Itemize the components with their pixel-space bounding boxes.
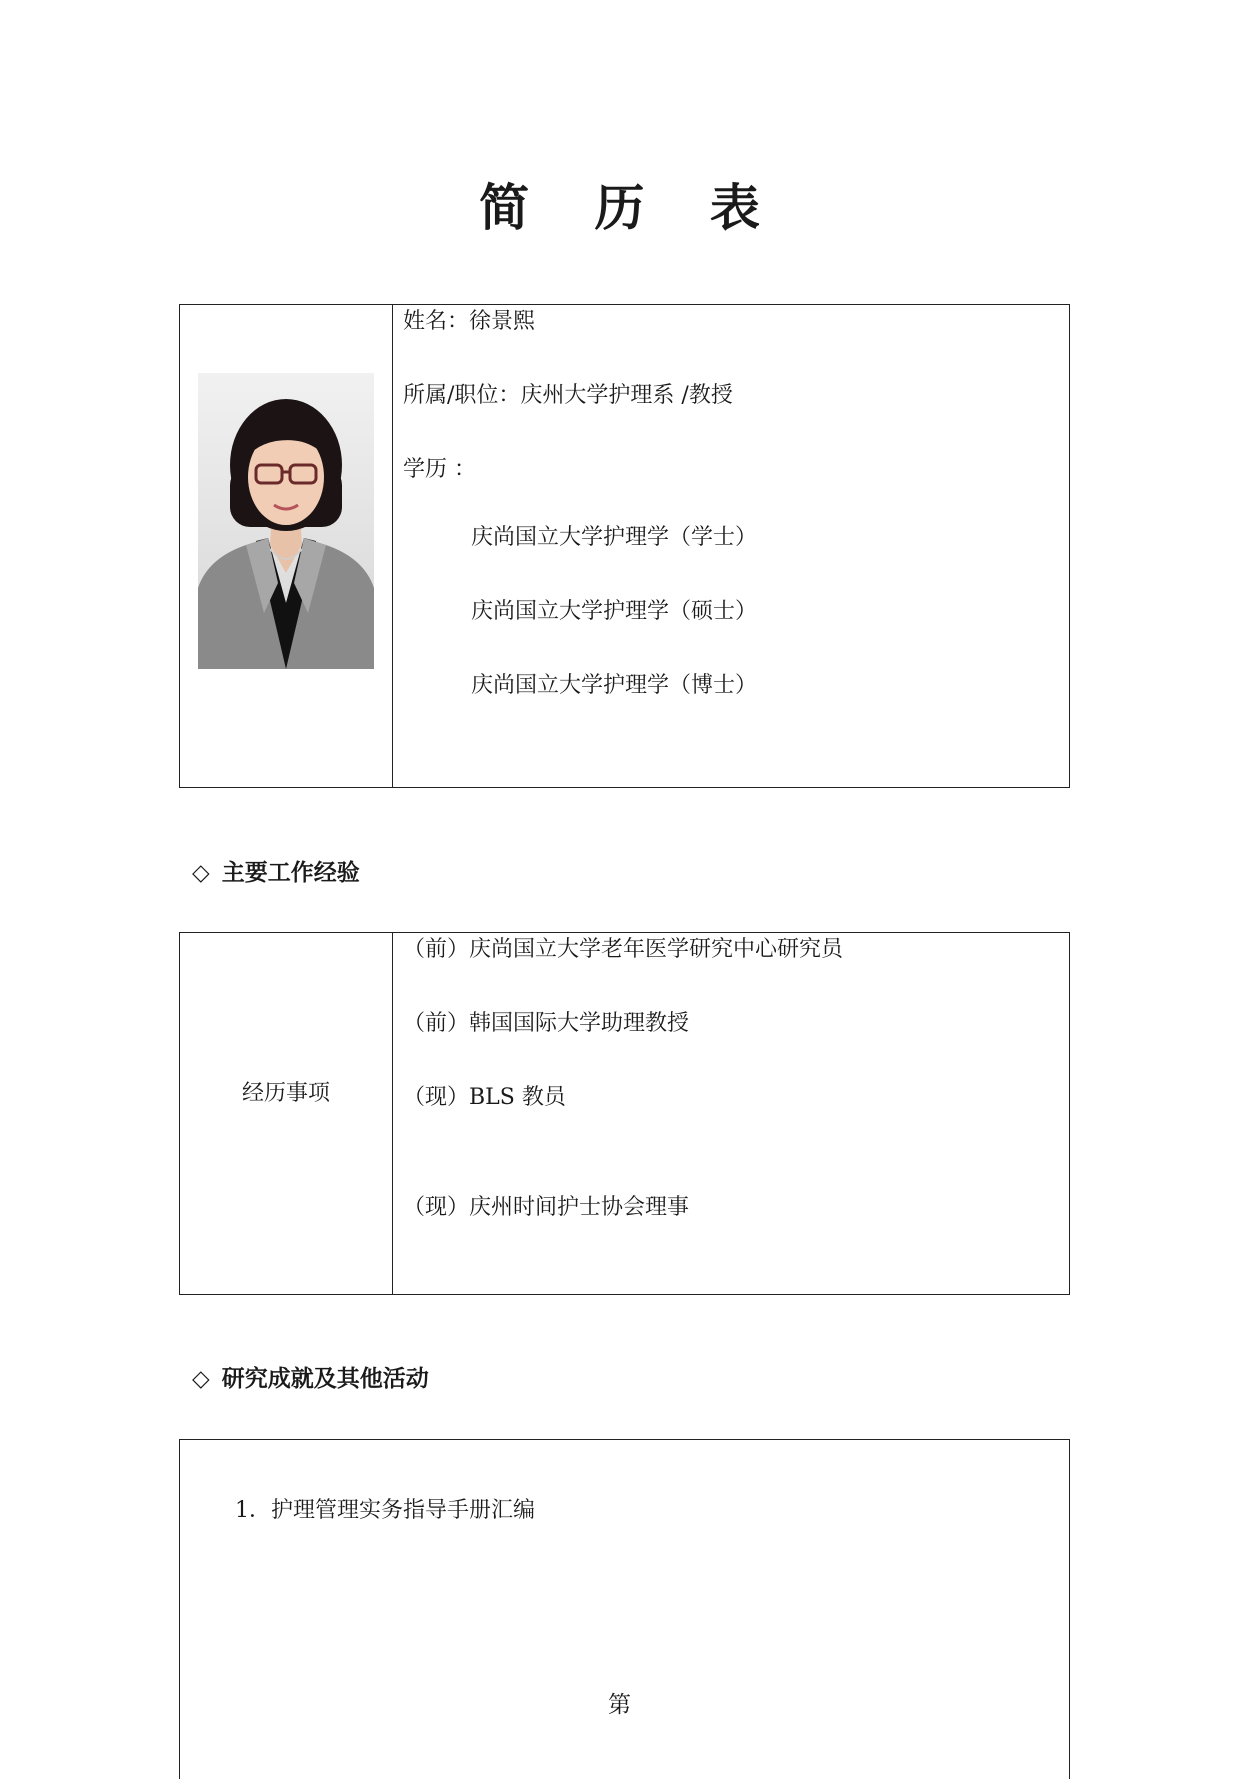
document-title: 简 历 表 [479,178,784,237]
profile-table [179,304,1070,788]
career-table [179,932,1070,1295]
person-photo-icon [198,373,374,669]
education-item: 庆尚国立大学护理学（硕士） [471,599,758,624]
career-item: （现）BLS 教员 [403,1085,566,1110]
position-line: 所属/职位：庆州大学护理系 /教授 [403,383,733,408]
diamond-icon: ◇ [192,860,210,886]
career-row-label: 经历事项 [241,1081,330,1106]
diamond-icon: ◇ [192,1366,210,1392]
table-divider [392,305,393,787]
education-item: 庆尚国立大学护理学（博士） [471,673,758,698]
page-footer: 第 [608,1692,631,1718]
career-heading-text: 主要工作经验 [221,860,360,886]
career-heading [192,858,360,888]
education-label: 学历 ： [403,457,476,482]
research-table [179,1439,1070,1779]
research-heading-text: 研究成就及其他活动 [221,1366,429,1392]
table-divider [392,933,393,1294]
research-heading [192,1364,429,1394]
research-item: 1．护理管理实务指导手册汇编 [235,1498,535,1523]
career-item: （前）韩国国际大学助理教授 [403,1011,690,1036]
education-item: 庆尚国立大学护理学（学士） [471,525,758,550]
career-item: （现）庆州时间护士协会理事 [403,1195,690,1220]
name-line: 姓名：徐景熙 [403,309,536,334]
career-item: （前）庆尚国立大学老年医学研究中心研究员 [403,937,844,962]
